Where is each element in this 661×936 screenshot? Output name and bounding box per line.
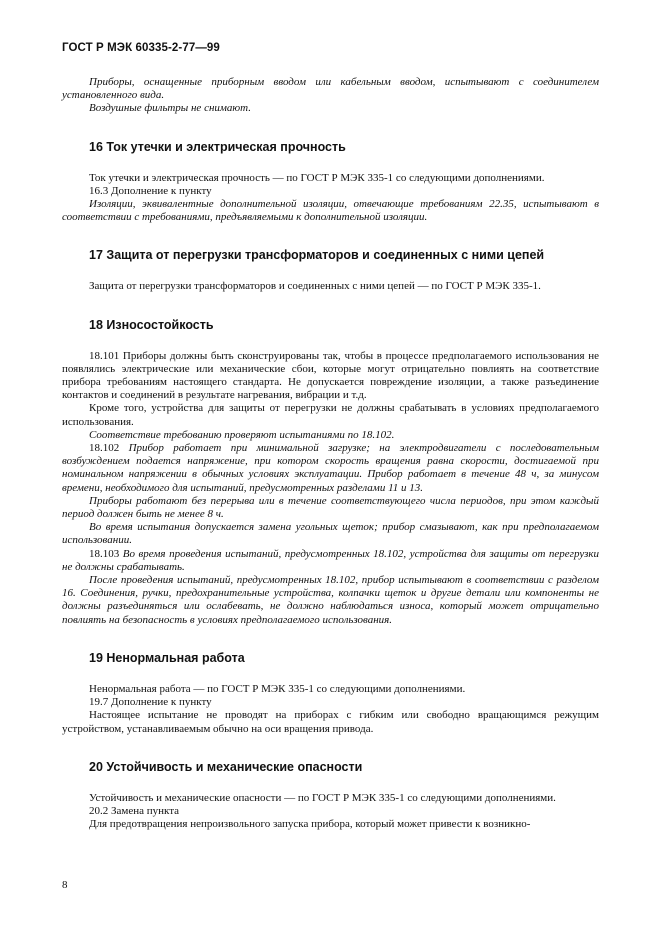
intro-paragraph-2: Воздушные фильтры не снимают. [89,102,252,115]
section-18-paragraph-8: После проведения испытаний, предусмотренных 18.102, прибор испытывают в соответствии с разделом 16. Соединения, ручки, предохранительные устройства, колпачки щеток и другие детали или компоненты не должны разъединяться или ослабевать, не должно наблюдаться износа, который может отрицательно повлиять на безопасность в условиях предполагаемого использования. [62,574,599,626]
clause-number: 18.102 [89,442,120,455]
page-content [62,76,599,831]
document-header: ГОСТ Р МЭК 60335-2-77—99 [62,42,220,54]
clause-text: Прибор работает при минимальной загрузке; на электродвигатели с последовательным возбуждением подается напряжение, при котором скорость вращения равна скорости, достигаемой при номинальном напряжении в обычных условиях эксплуатации. Прибор работает в течение 48 ч, за минусом времени, необходимого для испытаний, предусмотренных разделами 11 и 13. [62,442,600,494]
section-18-paragraph-3: Соответствие требованию проверяют испытаниями по 18.102. [89,428,395,441]
section-19-heading: 19 Ненормальная работа [89,650,245,665]
intro-paragraph-1: Приборы, оснащенные приборным вводом или кабельным вводом, испытывают с соединителем установленного вида. [62,76,599,102]
section-18-heading: 18 Износостойкость [89,317,214,332]
section-16-paragraph-2: 16.3 Дополнение к пункту [89,184,212,197]
section-16-heading: 16 Ток утечки и электрическая прочность [89,139,346,154]
clause-text: Во время проведения испытаний, предусмотренных 18.102, устройства для защиты от перегрузки не должны срабатывать. [62,547,600,573]
section-16-paragraph-1: Ток утечки и электрическая прочность — по ГОСТ Р МЭК 335-1 со следующими дополнениями. [89,171,545,184]
section-18-paragraph-5: Приборы работают без перерыва или в течение соответствующего числа периодов, при этом каждый период должен быть не менее 8 ч. [62,494,599,521]
section-20-paragraph-1: Устойчивость и механические опасности — по ГОСТ Р МЭК 335-1 со следующими дополнениями. [89,791,556,804]
section-17-heading: 17 Защита от перегрузки трансформаторов и соединенных с ними цепей [89,248,545,263]
section-20-paragraph-3: Для предотвращения непроизвольного запуска прибора, который может привести к возникно- [89,818,531,831]
section-20-paragraph-2: 20.2 Замена пункта [89,804,180,817]
section-20-heading: 20 Устойчивость и механические опасности [89,759,363,774]
section-18-paragraph-2: Кроме того, устройства для защиты от перегрузки не должны срабатывать в условиях предполагаемого использования. [62,402,599,428]
section-19-paragraph-2: 19.7 Дополнение к пункту [89,696,212,709]
section-19-paragraph-3: Настоящее испытание не проводят на приборах с гибким или свободно вращающимся режущим устройством, устанавливаемым обычно на оси вращения привода. [62,709,599,735]
section-19-paragraph-1: Ненормальная работа — по ГОСТ Р МЭК 335-1 со следующими дополнениями. [89,682,466,695]
section-18-paragraph-4 [62,442,599,495]
section-18-paragraph-7 [62,548,599,574]
clause-number: 18.103 [89,547,120,560]
section-18-paragraph-6: Во время испытания допускается замена угольных щеток; прибор смазывают, как при предполагаемом использовании. [62,521,599,547]
page-number: 8 [62,879,68,891]
section-18-paragraph-1: 18.101 Приборы должны быть сконструированы так, чтобы в процессе предполагаемого использования не появлялись электрические или механические сбои, которые могут отрицательно повлиять на соответствие прибора требованиям настоящего стандарта. Не допускается повреждение изоляции, а также разъединение контактов и соединений в результате нагревания, вибрации и т.д. [62,349,599,402]
section-17-paragraph-1: Защита от перегрузки трансформаторов и соединенных с ними цепей — по ГОСТ Р МЭК 335-1. [89,280,541,293]
section-16-paragraph-3: Изоляции, эквивалентные дополнительной изоляции, отвечающие требованиям 22.35, испытывают в соответствии с требованиями, предъявляемыми к дополнительной изоляции. [62,198,599,224]
